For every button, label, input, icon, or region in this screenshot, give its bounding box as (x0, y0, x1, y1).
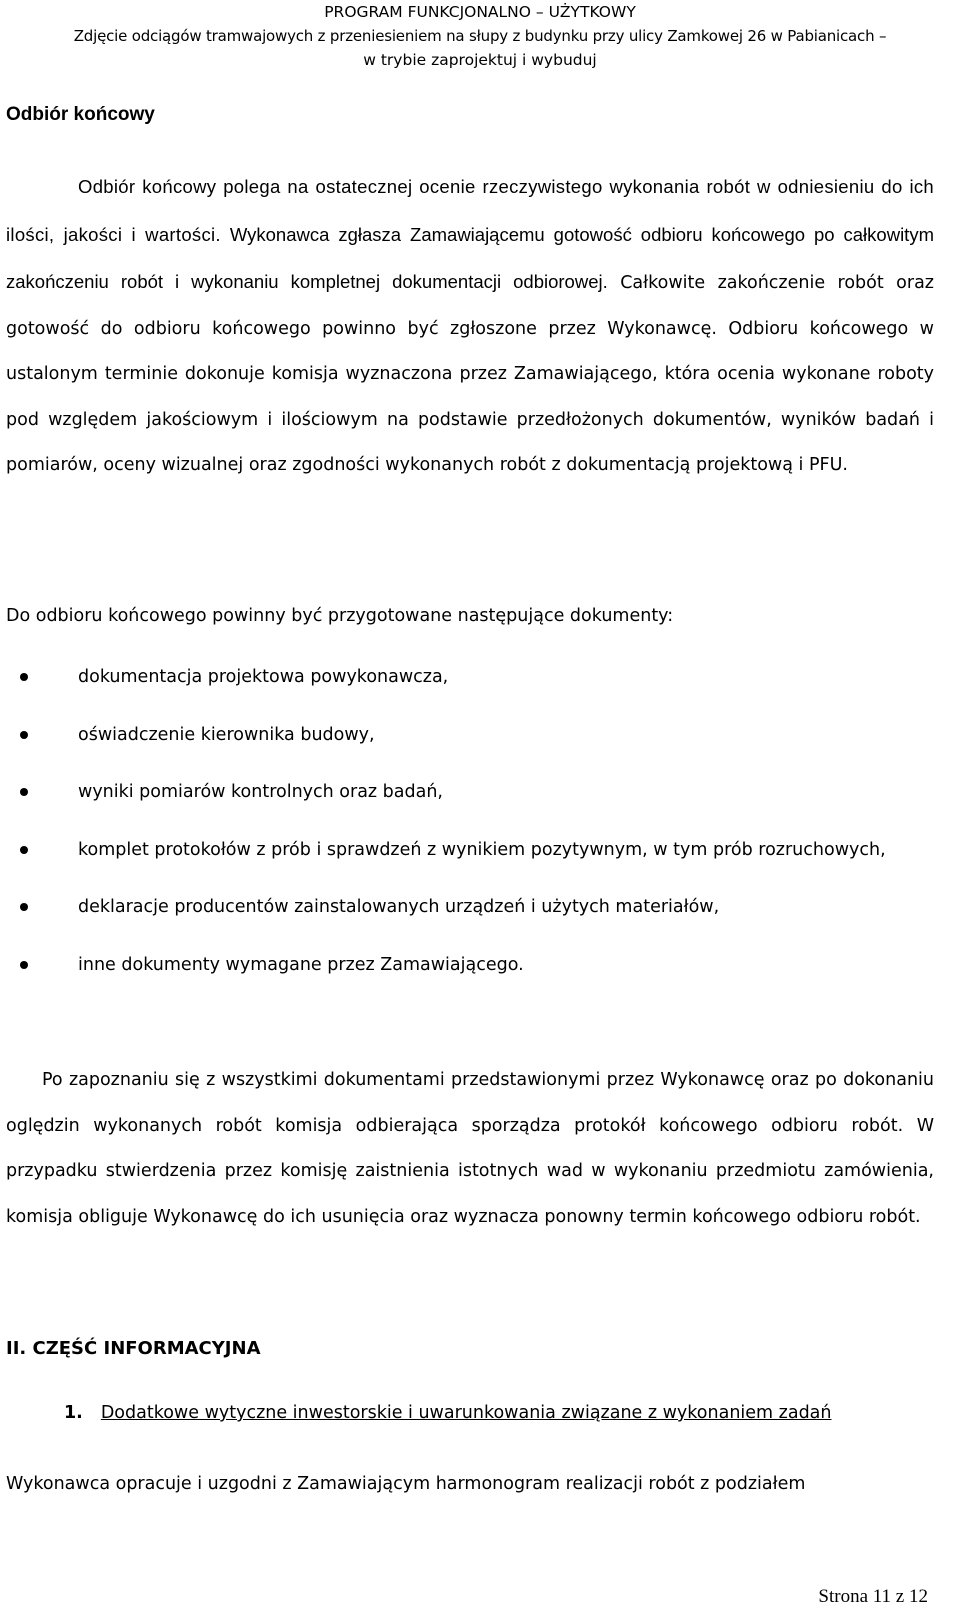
header-project-title: Zdjęcie odciągów tramwajowych z przeniesieniem na słupy z budynku przy ulicy Zamkowej 26 w Pabianicach – (73, 27, 887, 45)
subsection-number: 1. (64, 1403, 83, 1423)
bullet-icon (20, 673, 28, 681)
page-header (0, 0, 960, 72)
list-item (6, 885, 934, 931)
paragraph-schedule: Wykonawca opracuje i uzgodni z Zamawiającym harmonogram realizacji robót z podziałem (6, 1474, 806, 1494)
page-number: Strona 11 z 12 (818, 1586, 928, 1607)
bullet-icon (20, 903, 28, 911)
header-program-title: PROGRAM FUNKCJONALNO – UŻYTKOWY (324, 3, 636, 21)
paragraph-final-acceptance (6, 164, 934, 489)
list-item-text: oświadczenie kierownika budowy, (78, 724, 375, 745)
paragraph-text: Całkowite zakończenie robót oraz gotowość do odbioru końcowego powinno być zgłoszone przez Wykonawcę. Odbioru końcowego w ustalonym terminie dokonuje komisja wyznaczona przez Zamawiającego, która ocenia wykonane roboty pod względem jakościowym i ilościowym na podstawie przedłożonych dokumentów, wyników badań i pomiarów, oceny wizualnej oraz zgodności wykonanych robót z dokumentacją projektową i PFU. (6, 273, 934, 475)
header-project-mode: w trybie zaprojektuj i wybuduj (363, 51, 597, 69)
list-item-text: deklaracje producentów zainstalowanych urządzeń i użytych materiałów, (78, 897, 720, 917)
list-item-text: inne dokumenty wymagane przez Zamawiającego. (78, 954, 524, 975)
bullet-icon (20, 788, 28, 796)
section-heading-final-acceptance: Odbiór końcowy (6, 104, 155, 125)
list-item-text: wyniki pomiarów kontrolnych oraz badań, (78, 782, 443, 802)
list-item (6, 943, 934, 989)
paragraph-required-documents-intro: Do odbioru końcowego powinny być przygotowane następujące dokumenty: (6, 606, 674, 626)
list-item (6, 655, 934, 701)
bullet-icon (20, 961, 28, 969)
paragraph-acceptance-protocol (6, 1058, 934, 1240)
bullet-icon (20, 731, 28, 739)
section-title-informational-part: II. CZĘŚĆ INFORMACYJNA (6, 1338, 261, 1359)
list-item-text: dokumentacja projektowa powykonawcza, (78, 667, 449, 687)
list-item (6, 770, 934, 816)
list-item (6, 828, 934, 874)
paragraph-text: Po zapoznaniu się z wszystkimi dokumentami przedstawionymi przez Wykonawcę oraz po dokonaniu oględzin wykonanych robót komisja odbierająca sporządza protokół końcowego odbioru robót. W przypadku stwierdzenia przez komisję zaistnienia istotnych wad w wykonaniu przedmiotu zamówienia, komisja obliguje Wykonawcę do ich usunięcia oraz wyznacza ponowny termin końcowego odbioru robót. (6, 1070, 934, 1227)
list-item-text: komplet protokołów z prób i sprawdzeń z wynikiem pozytywnym, w tym prób rozruchowych, (78, 839, 886, 860)
subsection-title: Dodatkowe wytyczne inwestorskie i uwarunkowania związane z wykonaniem zadań (100, 1403, 832, 1423)
required-documents-list (6, 655, 934, 1000)
list-item (6, 713, 934, 759)
paragraph-text: Wykonawca zgłasza Zamawiającemu gotowość odbioru końcowego po całkowitym zakończeniu robót i wykonaniu kompletnej dokumentacji odbiorowej. (6, 223, 934, 292)
bullet-icon (20, 846, 28, 854)
subsection-heading (64, 1403, 832, 1423)
paragraph-text: Odbiór końcowy polega na ostatecznej ocenie rzeczywistego wykonania robót w odniesieniu do ich ilości, jakości i wartości. (6, 176, 934, 245)
